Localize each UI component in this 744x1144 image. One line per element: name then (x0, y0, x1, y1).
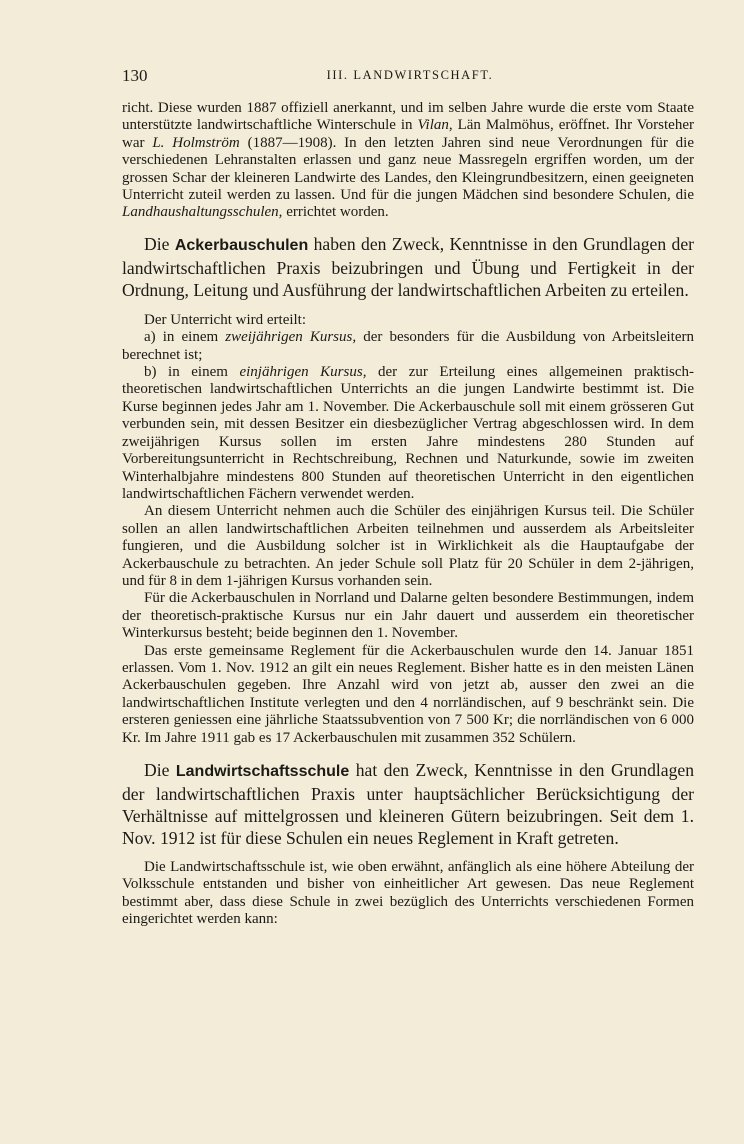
text-span: errichtet worden. (282, 204, 389, 221)
paragraph-ackerbauschulen-intro (122, 233, 694, 301)
paragraph-winterschule (122, 100, 694, 222)
italic-course-name: einjährigen Kursus, (239, 364, 367, 381)
paragraph-schueler: An diesem Unterricht nehmen auch die Schüler des einjährigen Kursus teil. Die Schüler sollen an allen landwirtschaftlichen Arbeiten teilnehmen und ausserdem als Arbeitsleiter fungieren, und die Ausbildung solcher ist in Wirklichkeit als die Hauptaufgabe der Ackerbauschule zu betrachten. An jeder Schule soll Platz für 20 Schüler in dem 2-jährigen, und für 8 in dem 1-jährigen Kursus vorhanden sein. (122, 503, 694, 589)
text-span: a) in einem (144, 329, 226, 346)
running-head: III. LANDWIRTSCHAFT. (326, 68, 494, 82)
heading-landwirtschaftsschule: Landwirtschaftsschule (175, 763, 350, 780)
paragraph-reglement: Das erste gemeinsame Reglement für die Ackerbauschulen wurde den 14. Januar 1851 erlassen. Vom 1. Nov. 1912 an gilt ein neues Reglement. Bisher hatte es in den meisten Länen Ackerbauschulen gegeben. Ihre Anzahl wird von jetzt ab, ausser den zwei an die landwirtschaftlichen Institute verlegten und den 4 norrländischen, auf 9 beschränkt sein. Die ersteren geniessen eine jährliche Staatssubvention von 7 500 Kr; die norrländischen von 6 000 Kr. Im Jahre 1911 gab es 17 Ackerbauschulen mit zusammen 352 Schülern. (122, 642, 694, 746)
text-span: Die (144, 760, 176, 780)
text-span: richt. Diese wurden 1887 offiziell anerkannt, und im selben Jahre wurde die erste vom Staate unterstützte landwirtschaftliche Winterschule in (122, 100, 694, 134)
text-span: haben den Zweck, Kenntnisse in den Grundlagen der landwirtschaftlichen Praxis beizubringen und Übung und Fertigkeit in der Ordnung, Leitung und Ausführung der landwirtschaftlichen Arbeiten zu erteilen. (122, 233, 694, 300)
paragraph-formen: Die Landwirtschaftsschule ist, wie oben erwähnt, anfänglich als eine höhere Abteilung der Volksschule entstanden und bisher von einheitlicher Art gewesen. Das neue Reglement bestimmt aber, dass diese Schule in zwei bezüglich des Unterrichts verschiedenen Formen eingerichtet werden kann: (122, 859, 694, 928)
heading-ackerbauschulen: Ackerbauschulen (174, 236, 309, 254)
italic-place-name: Vilan, (417, 117, 453, 134)
page-header (122, 66, 698, 90)
text-span: Län Malmöhus, eröffnet. Ihr Vorsteher war (122, 117, 694, 151)
page-body (122, 100, 694, 929)
italic-school-name: Landhaushaltungsschulen, (122, 204, 283, 221)
text-span: (1887—1908). In den letzten Jahren sind neue Verordnungen für die verschiedenen Lehranstalten erlassen und ganz neue Massregeln ergriffen worden, um der grossen Schar der kleineren Landwirte des Landes, den Kleingrundbesitzern, einen geeigneten Unterricht zuteil werden zu lassen. Und für die jungen Mädchen sind besondere Schulen, die (122, 134, 694, 204)
list-item-a (122, 329, 694, 364)
text-span: der zur Erteilung eines allgemeinen praktisch-theoretischen landwirtschaftlichen Unterrichts an die jungen Landwirte bestimmt ist. Die Kurse beginnen jedes Jahr am 1. November. Die Ackerbauschule soll mit einem grösseren Gut verbunden sein, mit dessen Besitzer ein diesbezüglicher Vertrag abgeschlossen wird. In dem zweijährigen Kursus sollen im ersten Jahre mindestens 280 Stunden auf Vorbereitungsunterricht in Rechtschreibung, Rechnen und Naturkunde, sowie im zweiten Winterhalbjahre mindestens 800 Stunden auf theoretischen Unterricht in den eigentlichen landwirtschaftlichen Fächern verwendet werden. (122, 364, 694, 502)
text-span: hat den Zweck, Kenntnisse in den Grundlagen der landwirtschaftlichen Praxis unter hauptsächlicher Berücksichtigung der Verhältnisse auf mittelgrossen und kleineren Gütern beizubringen. Seit dem 1. Nov. 1912 ist für diese Schulen ein neues Reglement in Kraft getreten. (122, 760, 694, 848)
paragraph-landwirtschaftsschule-intro (122, 759, 694, 849)
text-span: b) in einem (144, 364, 240, 381)
list-item-b (122, 364, 694, 503)
paragraph-norrland: Für die Ackerbauschulen in Norrland und Dalarne gelten besondere Bestimmungen, indem der theoretisch-praktische Kursus nur ein Jahr dauert und ausserdem ein theoretischer Winterkursus besteht; beide beginnen den 1. November. (122, 590, 694, 642)
italic-course-name: zweijährigen Kursus, (225, 329, 357, 346)
text-span: Die (144, 233, 175, 254)
text-span: der besonders für die Ausbildung von Arbeitsleitern berechnet ist; (122, 329, 694, 363)
italic-person-name: L. Holmström (152, 134, 240, 151)
page-number: 130 (122, 66, 148, 85)
paragraph-unterricht: Der Unterricht wird erteilt: (144, 311, 307, 328)
